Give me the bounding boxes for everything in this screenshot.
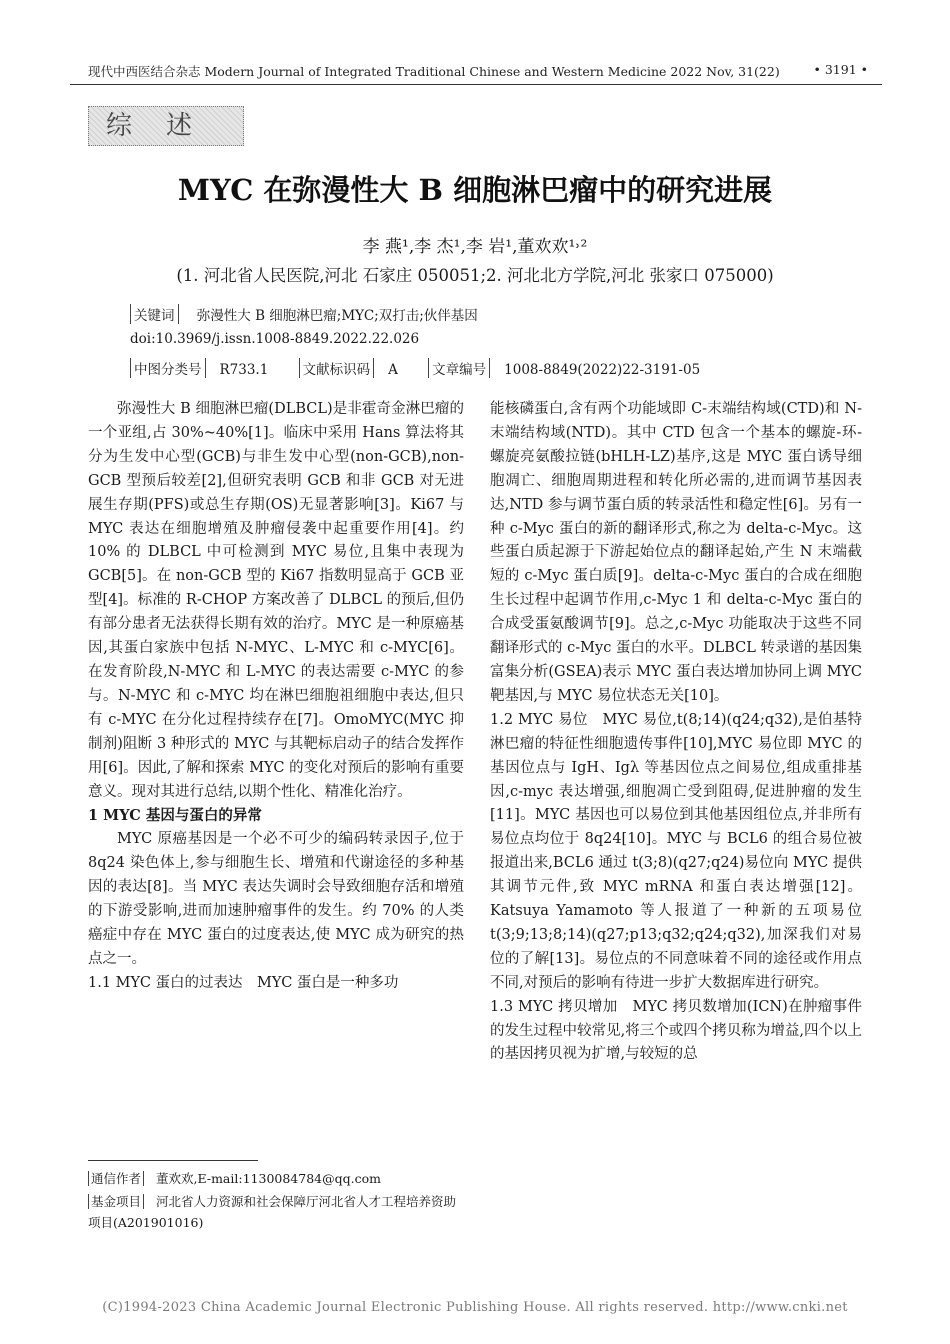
section-tag: 综述 [88, 106, 244, 146]
corresponding-author [88, 1168, 464, 1189]
journal-name: 现代中西医结合杂志 Modern Journal of Integrated Traditional Chinese and Western Medicine 2022 Nov, 31(22) [88, 64, 780, 79]
copyright-footer: (C)1994-2023 China Academic Journal Electronic Publishing House. All rights reserved. http://www.cnki.net [102, 1300, 848, 1315]
keywords-value: 弥漫性大 B 细胞淋巴瘤;MYC;双打击;伙伴基因 [196, 308, 478, 324]
keywords-row [130, 304, 478, 324]
paragraph: 弥漫性大 B 细胞淋巴瘤(DLBCL)是非霍奇金淋巴瘤的一个亚组,占 30%~40%[1]。临床中采用 Hans 算法将其分为生发中心型(GCB)与非生发中心型(non-GCB),non-GCB 型预后较差[2],但研究表明 GCB 和非 GCB 对无进展生存期(PFS)或总生存期(OS)无显著影响[3]。Ki67 与 MYC 表达在细胞增殖及肿瘤侵袭中起重要作用[4]。约 10% 的 DLBCL 中可检测到 MYC 易位,且集中表现为 GCB[5]。在 non-GCB 型的 Ki67 指数明显高于 GCB 亚型[4]。标准的 R-CHOP 方案改善了 DLBCL 的预后,但仍有部分患者无法获得长期有效的治疗。MYC 是一种原癌基因,其蛋白家族中包括 N-MYC、L-MYC 和 c-MYC[6]。在发育阶段,N-MYC 和 L-MYC 的表达需要 c-MYC 的参与。N-MYC 和 c-MYC 均在淋巴细胞祖细胞中表达,但只有 c-MYC 在分化过程持续存在[7]。OmoMYC(MYC 抑制剂)阻断 3 种形式的 MYC 与其靶标启动子的结合发挥作用[6]。因此,了解和探索 MYC 的变化对预后的影响有重要意义。现对其进行总结,以期个性化、精准化治疗。 [88, 401, 464, 800]
section-heading: 1 MYC 基因与蛋白的异常 [88, 807, 262, 825]
subsection-paragraph: 1.1 MYC 蛋白的过表达 MYC 蛋白是一种多功 [88, 974, 399, 991]
subsection-paragraph: 1.2 MYC 易位 MYC 易位,t(8;14)(q24;q32),是伯基特淋巴瘤的特征性细胞遗传事件[10],MYC 易位即 MYC 的基因位点与 IgH、Igλ 等基因位点之间易位,组成重排基因,c-myc 表达增强,细胞凋亡受到阻碍,促进肿瘤的发生[11]。MYC 基因也可以易位到其他基因组位点,并非所有易位点均位于 8q24[10]。MYC 与 BCL6 的组合易位被报道出来,BCL6 通过 t(3;8)(q27;q24)易位向 MYC 提供其调节元件,致 MYC mRNA 和蛋白表达增强[12]。Katsuya Yamamoto 等人报道了一种新的五项易位 t(3;9;13;8;14)(q27;p13;q32;q24;q32),加深我们对易位的了解[13]。易位点的不同意味着不同的途径或作用点不同,对预后的影响有待进一步扩大数据库进行研究。 [490, 711, 862, 991]
clc-value: R733.1 [219, 362, 269, 378]
classification-row [130, 358, 700, 378]
corr-label: 通信作者 [88, 1171, 144, 1186]
doc-code-label: 文献标识码 [299, 358, 375, 378]
page-number: • 3191 • [813, 62, 868, 77]
affiliations: (1. 河北省人民医院,河北 石家庄 050051;2. 河北北方学院,河北 张家口 075000) [176, 266, 774, 285]
header-rule [70, 84, 882, 85]
footnote-rule [88, 1160, 258, 1161]
fund-label: 基金项目 [88, 1194, 144, 1209]
doi: doi:10.3969/j.issn.1008-8849.2022.22.026 [130, 331, 420, 347]
keywords-label: 关键词 [130, 304, 179, 324]
fund-value: 河北省人力资源和社会保障厅河北省人才工程培养资助项目(A201901016) [88, 1194, 457, 1230]
clc-label: 中图分类号 [130, 358, 206, 378]
column-right [490, 398, 862, 1067]
corr-value: 董欢欢,E-mail:1130084784@qq.com [156, 1171, 381, 1186]
running-header [88, 62, 868, 80]
paragraph: MYC 原癌基因是一个必不可少的编码转录因子,位于 8q24 染色体上,参与细胞生长、增殖和代谢途径的多种基因的表达[8]。当 MYC 表达失调时会导致细胞存活和增殖的下游受影响,进而加速肿瘤事件的发生。约 70% 的人类癌症中存在 MYC 蛋白的过度表达,使 MYC 成为研究的热点之一。 [88, 831, 464, 967]
paragraph: 能核磷蛋白,含有两个功能域即 C-末端结构域(CTD)和 N-末端结构域(NTD)。其中 CTD 包含一个基本的螺旋-环-螺旋亮氨酸拉链(bHLH-LZ)基序,这是 MYC 蛋白诱导细胞凋亡、细胞周期进程和转化所必需的,进而调节基因表达,NTD 参与调节蛋白质的转录活性和稳定性[6]。另有一种 c-Myc 蛋白的新的翻译形式,称之为 delta-c-Myc。这些蛋白质起源于下游起始位点的翻译起始,产生 N 末端截短的 c-Myc 蛋白质[9]。delta-c-Myc 蛋白的合成在细胞生长过程中起调节作用,c-Myc 1 和 delta-c-Myc 蛋白的合成受蛋氨酸调节[9]。总之,c-Myc 功能取决于这些不同翻译形式的 c-Myc 蛋白的水平。DLBCL 转录谱的基因集富集分析(GSEA)表示 MYC 蛋白表达增加协同上调 MYC 靶基因,与 MYC 易位状态无关[10]。 [490, 401, 862, 704]
column-left [88, 398, 464, 996]
article-number-value: 1008-8849(2022)22-3191-05 [504, 362, 701, 378]
authors: 李 燕¹,李 杰¹,李 岩¹,董欢欢¹˒² [362, 237, 588, 257]
subsection-paragraph: 1.3 MYC 拷贝增加 MYC 拷贝数增加(ICN)在肿瘤事件的发生过程中较常见,将三个或四个拷贝称为增益,四个以上的基因拷贝视为扩增,与较短的总 [490, 998, 862, 1063]
funding [88, 1191, 464, 1233]
article-title: MYC 在弥漫性大 B 细胞淋巴瘤中的研究进展 [177, 173, 773, 207]
doc-code-value: A [388, 362, 398, 378]
article-number-label: 文章编号 [428, 358, 490, 378]
